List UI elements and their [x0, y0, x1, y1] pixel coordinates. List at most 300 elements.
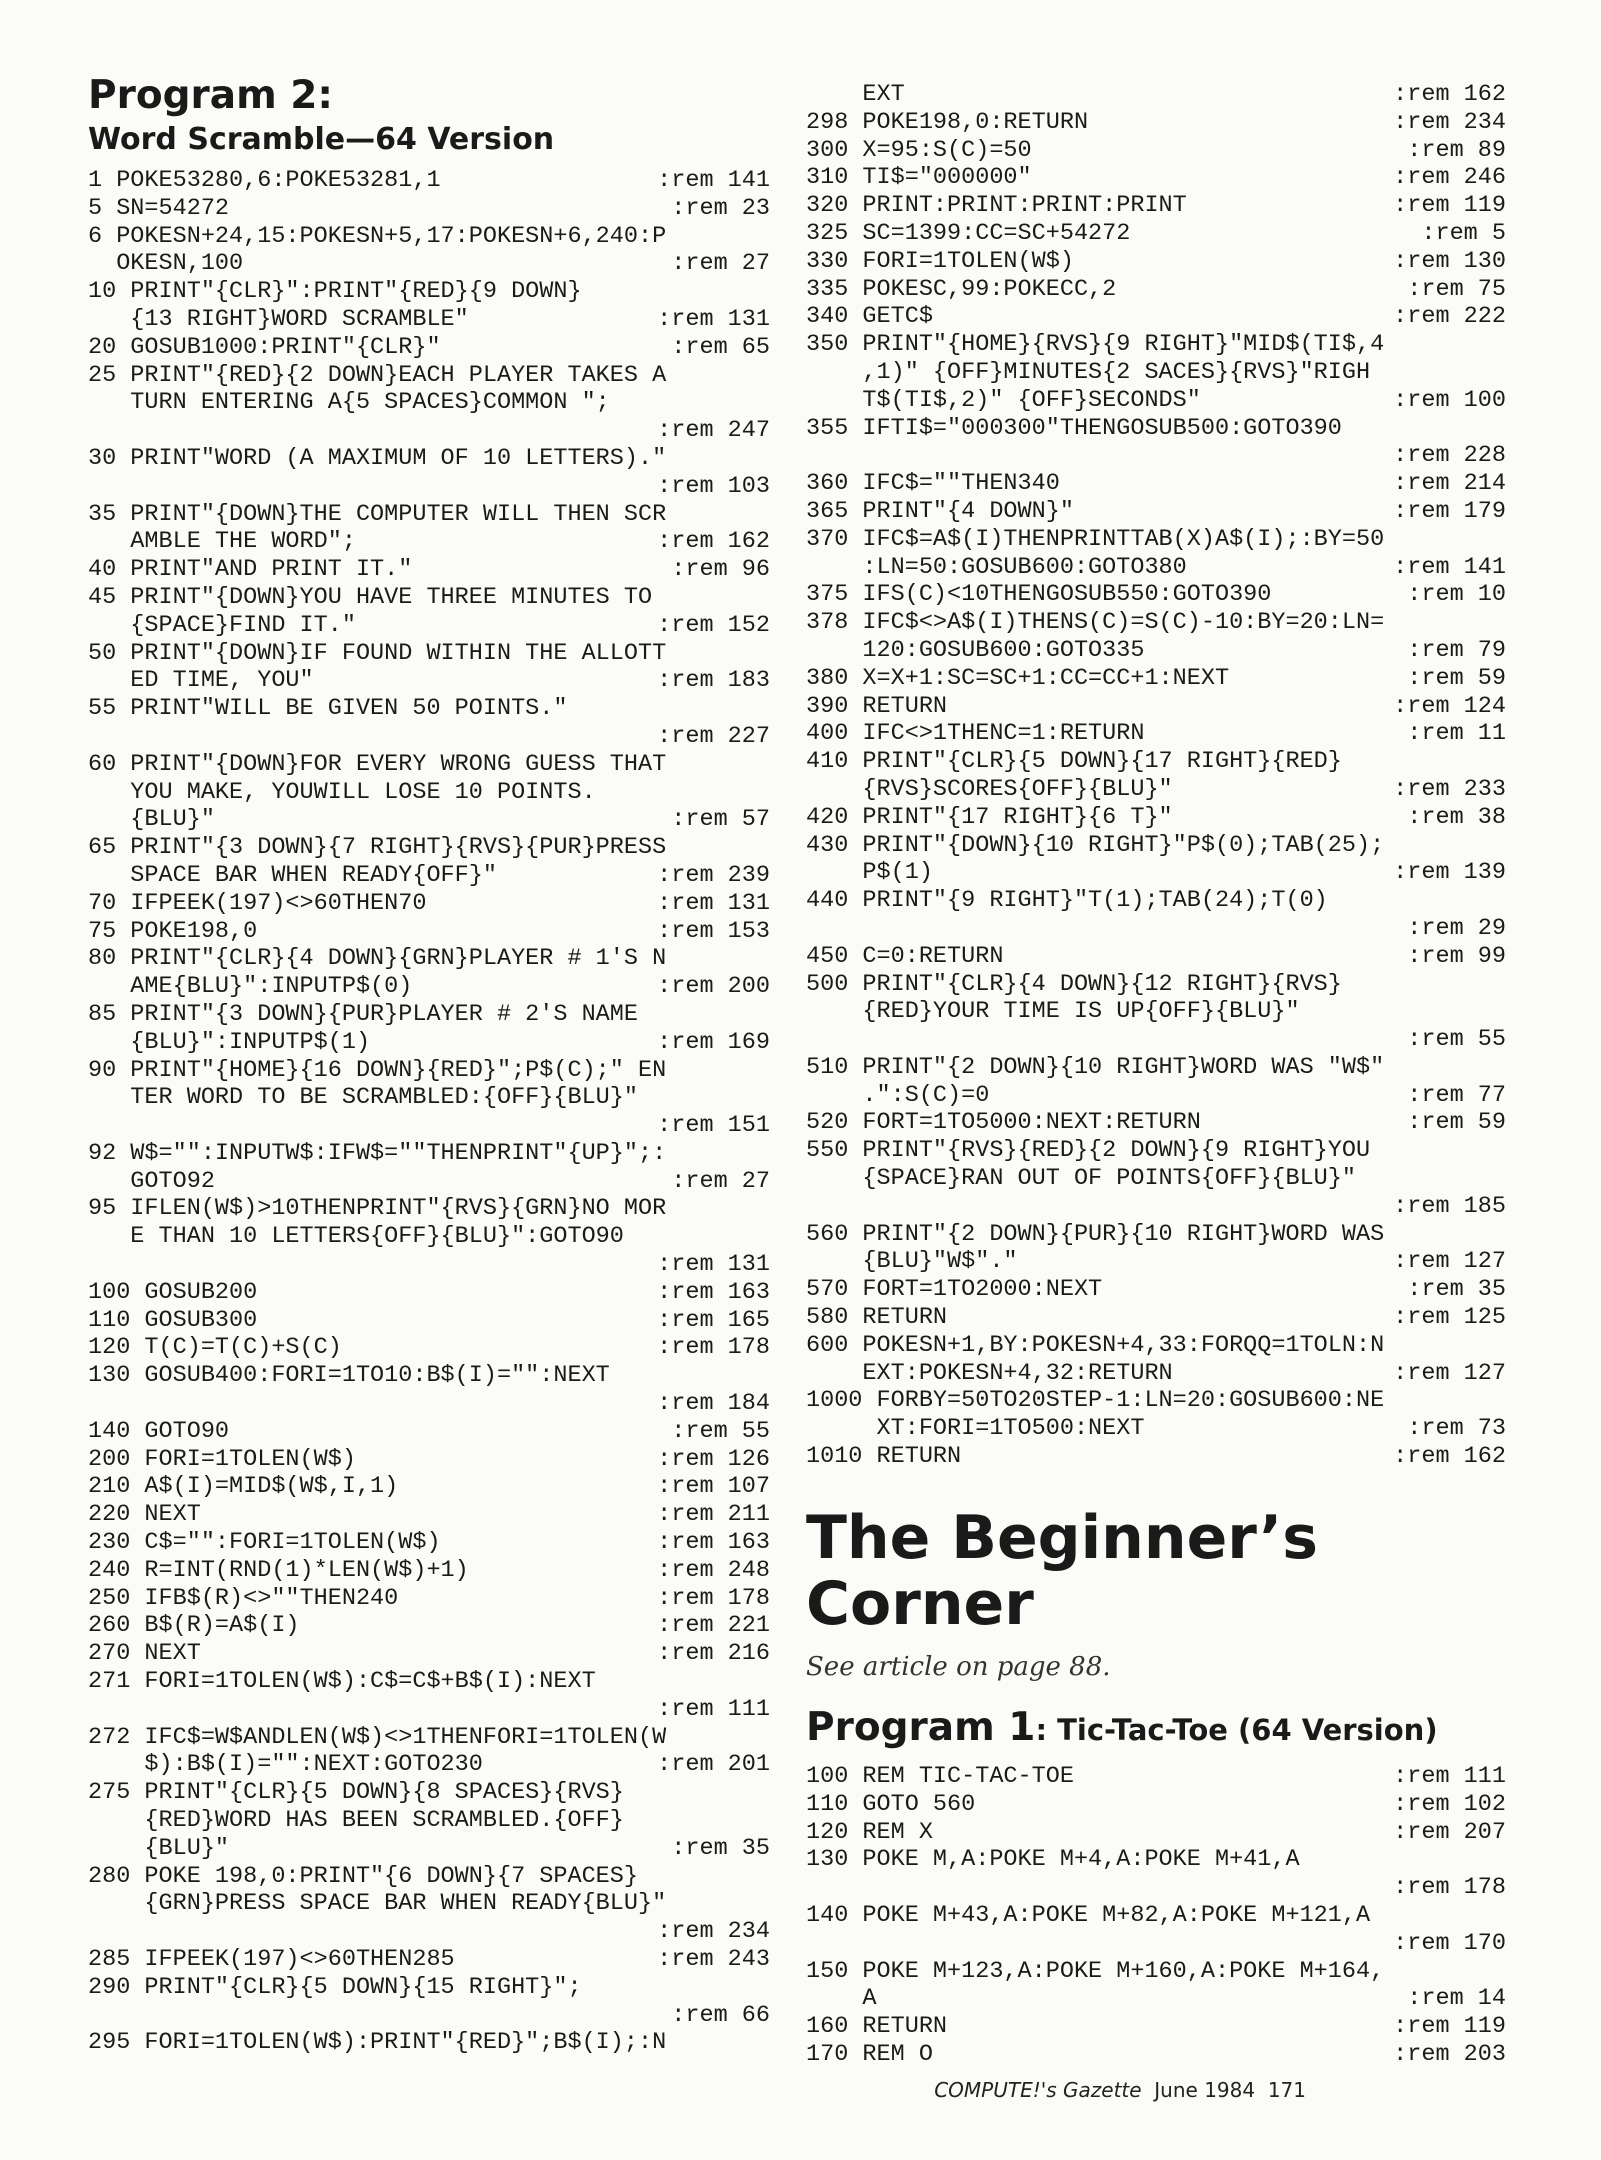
code-text: 410 PRINT"{CLR}{5 DOWN}{17 RIGHT}{RED}: [806, 748, 1342, 776]
code-line: [806, 554, 1506, 582]
code-text: 120:GOSUB600:GOTO335: [806, 636, 1145, 664]
code-text: GOTO92: [88, 1167, 215, 1195]
program1-label: Program 1: [806, 1705, 1036, 1750]
code-text: 130 GOSUB400:FORI=1TO10:B$(I)="":NEXT: [88, 1362, 610, 1390]
code-text: 140 GOTO90: [88, 1417, 230, 1445]
rem-checksum: :rem 55: [1407, 1026, 1506, 1054]
code-text: EXT:POKESN+4,32:RETURN: [806, 1359, 1173, 1387]
code-text: OKESN,100: [88, 250, 244, 278]
rem-checksum: :rem 111: [1393, 1763, 1506, 1790]
code-text: 30 PRINT"WORD (A MAXIMUM OF 10 LETTERS).": [88, 444, 667, 472]
code-text: 260 B$(R)=A$(I): [88, 1612, 300, 1640]
rem-checksum: :rem 141: [1393, 553, 1506, 581]
code-text: 40 PRINT"AND PRINT IT.": [88, 556, 413, 584]
beginners-corner-title-line1: The Beginner’s: [806, 1503, 1318, 1573]
code-text: 100 GOSUB200: [88, 1278, 258, 1306]
code-line: [88, 306, 770, 334]
rem-checksum: :rem 126: [657, 1445, 770, 1473]
code-text: {RED}YOUR TIME IS UP{OFF}{BLU}": [806, 998, 1300, 1026]
code-line: [806, 1137, 1506, 1165]
rem-checksum: :rem 247: [657, 417, 770, 445]
code-text: {SPACE}FIND IT.": [88, 611, 356, 639]
rem-checksum: :rem 221: [657, 1612, 770, 1640]
beginners-corner-title-line2: Corner: [806, 1569, 1034, 1639]
code-line: [88, 1918, 770, 1946]
code-line: [88, 1724, 770, 1752]
code-line: [806, 470, 1506, 498]
code-text: 330 FORI=1TOLEN(W$): [806, 247, 1074, 275]
code-text: 390 RETURN: [806, 692, 948, 720]
code-text: 170 REM O: [806, 2040, 933, 2068]
code-line: [88, 1807, 770, 1835]
code-line: [806, 387, 1506, 415]
code-text: 285 IFPEEK(197)<>60THEN285: [88, 1946, 455, 1973]
code-text: 335 POKESC,99:POKECC,2: [806, 275, 1117, 303]
code-text: 70 IFPEEK(197)<>60THEN70: [88, 889, 427, 917]
code-text: TER WORD TO BE SCRAMBLED:{OFF}{BLU}": [88, 1084, 638, 1112]
rem-checksum: :rem 100: [1393, 386, 1506, 414]
rem-checksum: :rem 96: [671, 556, 770, 584]
code-text: 5 SN=54272: [88, 194, 230, 222]
code-text: 378 IFC$<>A$(I)THENS(C)=S(C)-10:BY=20:LN=: [806, 609, 1385, 637]
code-line: [806, 442, 1506, 470]
code-text: {GRN}PRESS SPACE BAR WHEN READY{BLU}": [88, 1890, 667, 1918]
code-text: 295 FORI=1TOLEN(W$):PRINT"{RED}";B$(I);:N: [88, 2029, 667, 2057]
code-text: AME{BLU}":INPUTP$(0): [88, 973, 413, 1001]
code-text: :LN=50:GOSUB600:GOTO380: [806, 553, 1187, 581]
code-text: 100 REM TIC-TAC-TOE: [806, 1763, 1074, 1790]
rem-checksum: :rem 66: [671, 2001, 770, 2029]
code-line: [88, 779, 770, 807]
code-text: A: [806, 1985, 877, 2013]
code-line: [88, 362, 770, 390]
rem-checksum: :rem 124: [1393, 692, 1506, 720]
code-line: [88, 1057, 770, 1085]
code-line: [88, 862, 770, 890]
code-text: 400 IFC<>1THENC=1:RETURN: [806, 720, 1145, 748]
code-text: XT:FORI=1TO500:NEXT: [806, 1415, 1145, 1443]
code-text: 240 R=INT(RND(1)*LEN(W$)+1): [88, 1556, 469, 1584]
rem-checksum: :rem 139: [1393, 859, 1506, 887]
rem-checksum: :rem 179: [1393, 497, 1506, 525]
code-line: [88, 1418, 770, 1446]
code-line: [806, 1930, 1506, 1958]
code-text: 320 PRINT:PRINT:PRINT:PRINT: [806, 192, 1187, 220]
code-line: [806, 1846, 1506, 1874]
code-line: [88, 195, 770, 223]
code-text: E THAN 10 LETTERS{OFF}{BLU}":GOTO90: [88, 1223, 624, 1251]
code-line: [88, 1362, 770, 1390]
rem-checksum: :rem 151: [657, 1112, 770, 1140]
code-text: 560 PRINT"{2 DOWN}{PUR}{10 RIGHT}WORD WAS: [806, 1220, 1385, 1248]
code-line: [88, 945, 770, 973]
code-line: [88, 1473, 770, 1501]
rem-checksum: :rem 119: [1393, 192, 1506, 220]
code-text: 92 W$="":INPUTW$:IFW$=""THENPRINT"{UP}";:: [88, 1139, 667, 1167]
code-text: 25 PRINT"{RED}{2 DOWN}EACH PLAYER TAKES A: [88, 361, 667, 389]
code-line: [806, 2013, 1506, 2041]
rem-checksum: :rem 178: [657, 1584, 770, 1612]
code-line: [806, 943, 1506, 971]
rem-checksum: :rem 127: [1393, 1248, 1506, 1276]
rem-checksum: :rem 203: [1393, 2040, 1506, 2068]
rem-checksum: :rem 153: [657, 917, 770, 945]
code-line: [806, 609, 1506, 637]
rem-checksum: :rem 152: [657, 611, 770, 639]
code-line: [806, 720, 1506, 748]
code-text: 10 PRINT"{CLR}":PRINT"{RED}{9 DOWN}: [88, 278, 582, 306]
code-line: [88, 223, 770, 251]
rem-checksum: :rem 73: [1407, 1415, 1506, 1443]
code-text: 271 FORI=1TOLEN(W$):C$=C$+B$(I):NEXT: [88, 1668, 596, 1696]
code-text: 45 PRINT"{DOWN}YOU HAVE THREE MINUTES TO: [88, 583, 653, 611]
rem-checksum: :rem 216: [657, 1640, 770, 1668]
code-line: [88, 417, 770, 445]
code-line: [806, 748, 1506, 776]
rem-checksum: :rem 200: [657, 973, 770, 1001]
code-line: [806, 1360, 1506, 1388]
code-line: [88, 1640, 770, 1668]
code-text: 520 FORT=1TO5000:NEXT:RETURN: [806, 1109, 1201, 1137]
code-line: [806, 1193, 1506, 1221]
rem-checksum: :rem 207: [1393, 1818, 1506, 1846]
code-text: 110 GOSUB300: [88, 1306, 258, 1334]
rem-checksum: :rem 119: [1393, 2013, 1506, 2041]
rem-checksum: :rem 178: [1393, 1874, 1506, 1902]
rem-checksum: :rem 165: [657, 1306, 770, 1334]
code-line: [806, 665, 1506, 693]
rem-checksum: :rem 127: [1393, 1359, 1506, 1387]
code-line: [806, 109, 1506, 137]
rem-checksum: :rem 29: [1407, 914, 1506, 942]
code-text: 430 PRINT"{DOWN}{10 RIGHT}"P$(0);TAB(25);: [806, 831, 1385, 859]
rem-checksum: :rem 227: [657, 722, 770, 750]
code-line: [806, 1109, 1506, 1137]
program2-subtitle: Word Scramble—64 Version: [88, 122, 555, 157]
code-line: [88, 1168, 770, 1196]
code-line: [806, 1415, 1506, 1443]
code-line: [806, 1791, 1506, 1819]
code-text: 550 PRINT"{RVS}{RED}{2 DOWN}{9 RIGHT}YOU: [806, 1137, 1371, 1165]
code-line: [88, 1890, 770, 1918]
code-text: 310 TI$="000000": [806, 164, 1032, 192]
rem-checksum: :rem 131: [657, 1251, 770, 1279]
code-text: 250 IFB$(R)<>""THEN240: [88, 1584, 399, 1612]
code-line: [88, 1946, 770, 1974]
code-line: [806, 276, 1506, 304]
rem-checksum: :rem 184: [657, 1390, 770, 1418]
code-text: 420 PRINT"{17 RIGHT}{6 T}": [806, 803, 1173, 831]
rem-checksum: :rem 239: [657, 861, 770, 889]
code-line: [806, 1763, 1506, 1791]
code-line: [806, 331, 1506, 359]
footer-page-number: 171: [1267, 2078, 1306, 2102]
code-text: 230 C$="":FORI=1TOLEN(W$): [88, 1529, 441, 1557]
rem-checksum: :rem 222: [1393, 303, 1506, 331]
rem-checksum: :rem 162: [1393, 81, 1506, 108]
code-line: [806, 1958, 1506, 1986]
code-text: SPACE BAR WHEN READY{OFF}": [88, 861, 497, 889]
code-text: ED TIME, YOU": [88, 667, 314, 695]
code-text: EXT: [806, 81, 905, 108]
code-line: [806, 581, 1506, 609]
code-text: 50 PRINT"{DOWN}IF FOUND WITHIN THE ALLOTT: [88, 639, 667, 667]
rem-checksum: :rem 77: [1407, 1081, 1506, 1109]
code-line: [806, 1985, 1506, 2013]
code-line: [88, 1696, 770, 1724]
code-text: AMBLE THE WORD";: [88, 528, 356, 556]
code-line: [806, 971, 1506, 999]
code-line: [806, 192, 1506, 220]
code-text: 120 REM X: [806, 1818, 933, 1846]
rem-checksum: :rem 89: [1407, 136, 1506, 164]
code-line: [806, 498, 1506, 526]
article-reference-note: See article on page 88.: [806, 1652, 1111, 1682]
code-line: [806, 1874, 1506, 1902]
code-line: [88, 1863, 770, 1891]
rem-checksum: :rem 243: [657, 1946, 770, 1973]
code-line: [88, 167, 770, 195]
code-line: [806, 137, 1506, 165]
code-line: [806, 1165, 1506, 1193]
code-line: [88, 1390, 770, 1418]
code-line: [88, 584, 770, 612]
code-line: [88, 1529, 770, 1557]
code-line: [88, 973, 770, 1001]
code-text: 370 IFC$=A$(I)THENPRINTTAB(X)A$(I);:BY=50: [806, 525, 1385, 553]
code-line: [88, 2002, 770, 2030]
rem-checksum: :rem 35: [671, 1834, 770, 1862]
rem-checksum: :rem 170: [1393, 1929, 1506, 1957]
rem-checksum: :rem 23: [671, 194, 770, 222]
code-text: 1010 RETURN: [806, 1443, 962, 1471]
rem-checksum: :rem 183: [657, 667, 770, 695]
rem-checksum: :rem 55: [671, 1417, 770, 1445]
code-line: [88, 1251, 770, 1279]
code-text: ,1)" {OFF}MINUTES{2 SACES}{RVS}"RIGH: [806, 358, 1371, 386]
rem-checksum: :rem 185: [1393, 1192, 1506, 1220]
code-line: [806, 359, 1506, 387]
code-line: [806, 1026, 1506, 1054]
code-text: 290 PRINT"{CLR}{5 DOWN}{15 RIGHT}";: [88, 1973, 582, 2001]
code-text: 6 POKESN+24,15:POKESN+5,17:POKESN+6,240:P: [88, 222, 667, 250]
code-line: [806, 776, 1506, 804]
code-line: [806, 1819, 1506, 1847]
code-line: [88, 556, 770, 584]
code-text: YOU MAKE, YOUWILL LOSE 10 POINTS.: [88, 778, 596, 806]
code-line: [88, 2029, 770, 2057]
rem-checksum: :rem 79: [1407, 636, 1506, 664]
code-line: [88, 834, 770, 862]
code-line: [806, 1054, 1506, 1082]
code-line: [806, 1332, 1506, 1360]
rem-checksum: :rem 107: [657, 1473, 770, 1501]
code-line: [806, 832, 1506, 860]
code-text: {BLU}": [88, 1834, 230, 1862]
rem-checksum: :rem 201: [657, 1751, 770, 1779]
code-line: [88, 1612, 770, 1640]
code-line: [806, 248, 1506, 276]
code-text: 440 PRINT"{9 RIGHT}"T(1);TAB(24);T(0): [806, 887, 1328, 915]
page-footer: [934, 2078, 1306, 2102]
code-line: [88, 1668, 770, 1696]
code-text: TURN ENTERING A{5 SPACES}COMMON ";: [88, 389, 610, 417]
rem-checksum: :rem 103: [657, 472, 770, 500]
code-text: 340 GETC$: [806, 303, 933, 331]
rem-checksum: :rem 99: [1407, 942, 1506, 970]
code-line: [88, 389, 770, 417]
code-text: 160 RETURN: [806, 2013, 948, 2041]
code-line: [88, 640, 770, 668]
code-text: 570 FORT=1TO2000:NEXT: [806, 1276, 1103, 1304]
rem-checksum: :rem 59: [1407, 664, 1506, 692]
code-text: 140 POKE M+43,A:POKE M+82,A:POKE M+121,A: [806, 1901, 1371, 1929]
rem-checksum: :rem 211: [657, 1501, 770, 1529]
rem-checksum: :rem 228: [1393, 442, 1506, 470]
code-line: [806, 1248, 1506, 1276]
rem-checksum: :rem 75: [1407, 275, 1506, 303]
code-line: [88, 501, 770, 529]
rem-checksum: :rem 178: [657, 1334, 770, 1362]
rem-checksum: :rem 141: [657, 167, 770, 194]
code-line: [806, 859, 1506, 887]
code-line: [88, 667, 770, 695]
rem-checksum: :rem 27: [671, 1167, 770, 1195]
code-text: {BLU}":INPUTP$(1): [88, 1028, 371, 1056]
code-text: 130 POKE M,A:POKE M+4,A:POKE M+41,A: [806, 1846, 1300, 1874]
rem-checksum: :rem 233: [1393, 775, 1506, 803]
code-text: 355 IFTI$="000300"THENGOSUB500:GOTO390: [806, 414, 1342, 442]
program2-listing-right: [806, 81, 1506, 1471]
code-text: {BLU}"W$".": [806, 1248, 1018, 1276]
code-text: 35 PRINT"{DOWN}THE COMPUTER WILL THEN SCR: [88, 500, 667, 528]
code-text: 380 X=X+1:SC=SC+1:CC=CC+1:NEXT: [806, 664, 1230, 692]
code-text: {BLU}": [88, 806, 215, 834]
code-line: [806, 2041, 1506, 2069]
code-line: [88, 1279, 770, 1307]
code-text: 272 IFC$=W$ANDLEN(W$)<>1THENFORI=1TOLEN(W: [88, 1723, 667, 1751]
code-text: 75 POKE198,0: [88, 917, 258, 945]
rem-checksum: :rem 162: [1393, 1443, 1506, 1471]
code-text: 95 IFLEN(W$)>10THENPRINT"{RVS}{GRN}NO MOR: [88, 1195, 667, 1223]
rem-checksum: :rem 234: [1393, 108, 1506, 136]
code-line: [806, 526, 1506, 554]
code-line: [88, 1835, 770, 1863]
code-line: [88, 751, 770, 779]
rem-checksum: :rem 102: [1393, 1790, 1506, 1818]
rem-checksum: :rem 65: [671, 333, 770, 361]
rem-checksum: :rem 214: [1393, 470, 1506, 498]
footer-magazine: COMPUTE!'s Gazette: [934, 2078, 1142, 2102]
code-text: 580 RETURN: [806, 1304, 948, 1332]
code-line: [806, 998, 1506, 1026]
code-text: 375 IFS(C)<10THENGOSUB550:GOTO390: [806, 581, 1272, 609]
code-line: [88, 1557, 770, 1585]
code-text: {RED}WORD HAS BEEN SCRAMBLED.{OFF}: [88, 1807, 624, 1835]
rem-checksum: :rem 163: [657, 1529, 770, 1557]
code-text: {RVS}SCORES{OFF}{BLU}": [806, 775, 1173, 803]
code-line: [88, 612, 770, 640]
code-line: [88, 1140, 770, 1168]
rem-checksum: :rem 131: [657, 305, 770, 333]
code-line: [806, 637, 1506, 665]
rem-checksum: :rem 10: [1407, 581, 1506, 609]
code-text: 300 X=95:S(C)=50: [806, 136, 1032, 164]
code-line: [806, 1276, 1506, 1304]
rem-checksum: :rem 27: [671, 250, 770, 278]
rem-checksum: :rem 248: [657, 1556, 770, 1584]
program1-subtitle: : Tic-Tac-Toe (64 Version): [1035, 1713, 1438, 1747]
rem-checksum: :rem 14: [1407, 1985, 1506, 2013]
code-text: 85 PRINT"{3 DOWN}{PUR}PLAYER # 2'S NAME: [88, 1000, 638, 1028]
code-text: T$(TI$,2)" {OFF}SECONDS": [806, 386, 1201, 414]
code-text: {SPACE}RAN OUT OF POINTS{OFF}{BLU}": [806, 1165, 1356, 1193]
rem-checksum: :rem 234: [657, 1918, 770, 1946]
code-text: .":S(C)=0: [806, 1081, 990, 1109]
code-line: [88, 1112, 770, 1140]
code-line: [806, 693, 1506, 721]
code-text: 65 PRINT"{3 DOWN}{7 RIGHT}{RVS}{PUR}PRESS: [88, 834, 667, 862]
rem-checksum: :rem 131: [657, 889, 770, 917]
code-line: [88, 806, 770, 834]
code-text: 1000 FORBY=50TO20STEP-1:LN=20:GOSUB600:NE: [806, 1387, 1385, 1415]
code-line: [806, 220, 1506, 248]
code-text: 220 NEXT: [88, 1501, 201, 1529]
code-text: 200 FORI=1TOLEN(W$): [88, 1445, 356, 1473]
code-line: [88, 1585, 770, 1613]
rem-checksum: :rem 169: [657, 1028, 770, 1056]
code-line: [806, 1082, 1506, 1110]
code-line: [806, 1221, 1506, 1249]
code-line: [88, 278, 770, 306]
program2-title: Program 2:: [88, 73, 334, 118]
code-text: 270 NEXT: [88, 1640, 201, 1668]
code-line: [806, 1304, 1506, 1332]
rem-checksum: :rem 35: [1407, 1276, 1506, 1304]
code-line: [88, 918, 770, 946]
code-line: [806, 81, 1506, 109]
code-line: [88, 890, 770, 918]
code-line: [88, 528, 770, 556]
code-text: 80 PRINT"{CLR}{4 DOWN}{GRN}PLAYER # 1'S N: [88, 945, 667, 973]
code-line: [806, 415, 1506, 443]
code-text: P$(1): [806, 859, 933, 887]
code-text: 298 POKE198,0:RETURN: [806, 108, 1089, 136]
code-text: 1 POKE53280,6:POKE53281,1: [88, 167, 441, 194]
code-line: [806, 1902, 1506, 1930]
code-line: [88, 445, 770, 473]
code-text: 150 POKE M+123,A:POKE M+160,A:POKE M+164,: [806, 1957, 1385, 1985]
code-text: 20 GOSUB1000:PRINT"{CLR}": [88, 333, 441, 361]
code-text: 120 T(C)=T(C)+S(C): [88, 1334, 342, 1362]
code-text: 500 PRINT"{CLR}{4 DOWN}{12 RIGHT}{RVS}: [806, 970, 1342, 998]
code-line: [806, 1387, 1506, 1415]
rem-checksum: :rem 38: [1407, 803, 1506, 831]
code-line: [806, 887, 1506, 915]
code-line: [88, 1029, 770, 1057]
code-line: [88, 1751, 770, 1779]
rem-checksum: :rem 163: [657, 1278, 770, 1306]
code-line: [806, 1443, 1506, 1471]
rem-checksum: :rem 59: [1407, 1109, 1506, 1137]
rem-checksum: :rem 111: [657, 1695, 770, 1723]
footer-issue: June 1984: [1154, 2078, 1256, 2102]
code-text: 90 PRINT"{HOME}{16 DOWN}{RED}";P$(C);" EN: [88, 1056, 667, 1084]
code-line: [88, 723, 770, 751]
code-text: 325 SC=1399:CC=SC+54272: [806, 219, 1131, 247]
code-text: 600 POKESN+1,BY:POKESN+4,33:FORQQ=1TOLN:N: [806, 1331, 1385, 1359]
code-line: [88, 334, 770, 362]
